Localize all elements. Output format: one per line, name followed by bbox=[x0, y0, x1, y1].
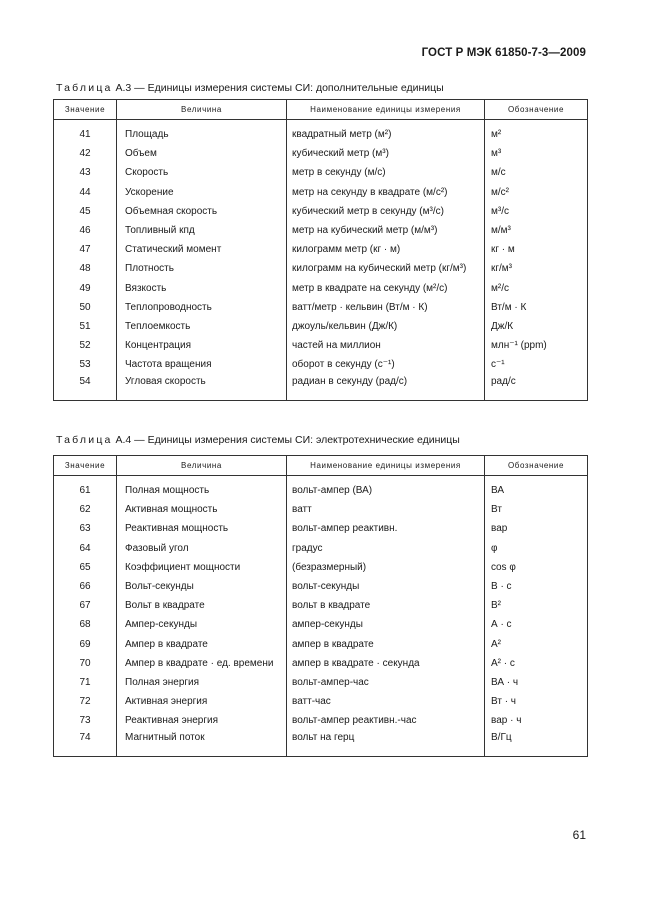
cell-quantity: Вольт в квадрате bbox=[117, 596, 287, 615]
cell-symbol: рад/с bbox=[485, 374, 588, 401]
cell-quantity: Ампер в квадрате · ед. времени bbox=[117, 654, 287, 673]
cell-value: 68 bbox=[54, 615, 117, 634]
column-header-unit-name: Наименование единицы измерения bbox=[287, 456, 485, 476]
cell-symbol: м² bbox=[485, 125, 588, 144]
cell-quantity: Реактивная энергия bbox=[117, 711, 287, 730]
table-row bbox=[54, 221, 588, 240]
cell-unit-name: кубический метр (м³) bbox=[287, 144, 485, 163]
table-row bbox=[54, 144, 588, 163]
cell-symbol: м/с² bbox=[485, 183, 588, 202]
cell-unit-name: ампер в квадрате bbox=[287, 635, 485, 654]
table-a3-caption-text: А.3 — Единицы измерения системы СИ: дополнительные единицы bbox=[115, 82, 444, 94]
table-row bbox=[54, 596, 588, 615]
cell-symbol: ВА bbox=[485, 481, 588, 500]
cell-value: 70 bbox=[54, 654, 117, 673]
cell-quantity: Магнитный поток bbox=[117, 730, 287, 757]
table-row bbox=[54, 374, 588, 401]
cell-unit-name: градус bbox=[287, 539, 485, 558]
table-row bbox=[54, 125, 588, 144]
column-header-symbol: Обозначение bbox=[485, 456, 588, 476]
cell-value: 43 bbox=[54, 163, 117, 182]
cell-unit-name: метр на секунду в квадрате (м/с²) bbox=[287, 183, 485, 202]
table-row bbox=[54, 500, 588, 519]
column-header-value: Значение bbox=[54, 100, 117, 120]
cell-unit-name: (безразмерный) bbox=[287, 558, 485, 577]
table-row bbox=[54, 481, 588, 500]
cell-symbol: м³ bbox=[485, 144, 588, 163]
cell-quantity: Ампер-секунды bbox=[117, 615, 287, 634]
cell-unit-name: вольт-секунды bbox=[287, 577, 485, 596]
cell-symbol: вар bbox=[485, 519, 588, 538]
cell-value: 53 bbox=[54, 355, 117, 374]
cell-unit-name: ампер в квадрате · секунда bbox=[287, 654, 485, 673]
cell-symbol: Вт · ч bbox=[485, 692, 588, 711]
cell-quantity: Вязкость bbox=[117, 279, 287, 298]
cell-unit-name: вольт-ампер реактивн.-час bbox=[287, 711, 485, 730]
cell-value: 71 bbox=[54, 673, 117, 692]
column-header-unit-name: Наименование единицы измерения bbox=[287, 100, 485, 120]
cell-unit-name: вольт-ампер реактивн. bbox=[287, 519, 485, 538]
table-row bbox=[54, 519, 588, 538]
table-a4-caption bbox=[56, 434, 460, 446]
cell-unit-name: метр на кубический метр (м/м³) bbox=[287, 221, 485, 240]
cell-symbol: В/Гц bbox=[485, 730, 588, 757]
cell-symbol: В² bbox=[485, 596, 588, 615]
cell-quantity: Активная мощность bbox=[117, 500, 287, 519]
cell-unit-name: джоуль/кельвин (Дж/К) bbox=[287, 317, 485, 336]
cell-symbol: φ bbox=[485, 539, 588, 558]
table-row bbox=[54, 317, 588, 336]
table-a3-caption bbox=[56, 82, 444, 94]
table-row bbox=[54, 615, 588, 634]
cell-symbol: В · с bbox=[485, 577, 588, 596]
cell-value: 65 bbox=[54, 558, 117, 577]
cell-value: 51 bbox=[54, 317, 117, 336]
cell-value: 72 bbox=[54, 692, 117, 711]
cell-unit-name: метр в секунду (м/с) bbox=[287, 163, 485, 182]
cell-symbol: вар · ч bbox=[485, 711, 588, 730]
column-header-value: Значение bbox=[54, 456, 117, 476]
cell-quantity: Фазовый угол bbox=[117, 539, 287, 558]
cell-symbol: кг/м³ bbox=[485, 259, 588, 278]
table-row bbox=[54, 336, 588, 355]
cell-value: 54 bbox=[54, 374, 117, 401]
cell-unit-name: килограмм метр (кг · м) bbox=[287, 240, 485, 259]
table-row bbox=[54, 259, 588, 278]
cell-quantity: Коэффициент мощности bbox=[117, 558, 287, 577]
cell-quantity: Объем bbox=[117, 144, 287, 163]
table-a3-caption-label: Таблица bbox=[56, 82, 113, 94]
cell-value: 42 bbox=[54, 144, 117, 163]
table-a4-header-row bbox=[54, 456, 588, 476]
table-row bbox=[54, 240, 588, 259]
cell-symbol: кг · м bbox=[485, 240, 588, 259]
table-row bbox=[54, 539, 588, 558]
cell-symbol: А · с bbox=[485, 615, 588, 634]
cell-value: 49 bbox=[54, 279, 117, 298]
cell-symbol: Дж/К bbox=[485, 317, 588, 336]
column-header-quantity: Величина bbox=[117, 456, 287, 476]
cell-quantity: Площадь bbox=[117, 125, 287, 144]
cell-value: 74 bbox=[54, 730, 117, 757]
cell-unit-name: ватт-час bbox=[287, 692, 485, 711]
cell-symbol: млн⁻¹ (ppm) bbox=[485, 336, 588, 355]
cell-quantity: Теплоемкость bbox=[117, 317, 287, 336]
cell-unit-name: оборот в секунду (с⁻¹) bbox=[287, 355, 485, 374]
cell-unit-name: частей на миллион bbox=[287, 336, 485, 355]
cell-value: 73 bbox=[54, 711, 117, 730]
cell-quantity: Объемная скорость bbox=[117, 202, 287, 221]
table-a4-caption-text: А.4 — Единицы измерения системы СИ: электротехнические единицы bbox=[115, 434, 460, 446]
cell-value: 45 bbox=[54, 202, 117, 221]
table-row bbox=[54, 673, 588, 692]
cell-quantity: Полная энергия bbox=[117, 673, 287, 692]
cell-quantity: Теплопроводность bbox=[117, 298, 287, 317]
cell-value: 64 bbox=[54, 539, 117, 558]
cell-value: 47 bbox=[54, 240, 117, 259]
page-number: 61 bbox=[572, 828, 586, 842]
cell-value: 69 bbox=[54, 635, 117, 654]
cell-value: 63 bbox=[54, 519, 117, 538]
table-row bbox=[54, 355, 588, 374]
table-row bbox=[54, 730, 588, 757]
table-a3 bbox=[53, 99, 588, 401]
column-header-quantity: Величина bbox=[117, 100, 287, 120]
cell-symbol: м/м³ bbox=[485, 221, 588, 240]
cell-quantity: Статический момент bbox=[117, 240, 287, 259]
cell-value: 41 bbox=[54, 125, 117, 144]
table-a4-caption-label: Таблица bbox=[56, 434, 113, 446]
document-header: ГОСТ Р МЭК 61850-7-3—2009 bbox=[421, 47, 586, 59]
cell-quantity: Активная энергия bbox=[117, 692, 287, 711]
table-row bbox=[54, 202, 588, 221]
cell-symbol: cos φ bbox=[485, 558, 588, 577]
cell-quantity: Ускорение bbox=[117, 183, 287, 202]
table-row bbox=[54, 577, 588, 596]
cell-unit-name: килограмм на кубический метр (кг/м³) bbox=[287, 259, 485, 278]
cell-unit-name: квадратный метр (м²) bbox=[287, 125, 485, 144]
cell-unit-name: ватт bbox=[287, 500, 485, 519]
cell-unit-name: кубический метр в секунду (м³/с) bbox=[287, 202, 485, 221]
cell-unit-name: вольт в квадрате bbox=[287, 596, 485, 615]
cell-quantity: Ампер в квадрате bbox=[117, 635, 287, 654]
cell-value: 44 bbox=[54, 183, 117, 202]
table-row bbox=[54, 635, 588, 654]
cell-quantity: Топливный кпд bbox=[117, 221, 287, 240]
cell-quantity: Вольт-секунды bbox=[117, 577, 287, 596]
cell-value: 62 bbox=[54, 500, 117, 519]
cell-quantity: Концентрация bbox=[117, 336, 287, 355]
cell-symbol: м²/с bbox=[485, 279, 588, 298]
table-row bbox=[54, 654, 588, 673]
cell-unit-name: ампер-секунды bbox=[287, 615, 485, 634]
cell-symbol: с⁻¹ bbox=[485, 355, 588, 374]
cell-value: 61 bbox=[54, 481, 117, 500]
cell-unit-name: вольт-ампер-час bbox=[287, 673, 485, 692]
cell-value: 46 bbox=[54, 221, 117, 240]
cell-quantity: Полная мощность bbox=[117, 481, 287, 500]
cell-symbol: Вт/м · К bbox=[485, 298, 588, 317]
cell-quantity: Угловая скорость bbox=[117, 374, 287, 401]
cell-unit-name: вольт на герц bbox=[287, 730, 485, 757]
cell-symbol: А² bbox=[485, 635, 588, 654]
table-a3-header-row bbox=[54, 100, 588, 120]
table-row bbox=[54, 163, 588, 182]
table-row bbox=[54, 711, 588, 730]
cell-quantity: Скорость bbox=[117, 163, 287, 182]
cell-value: 52 bbox=[54, 336, 117, 355]
cell-quantity: Реактивная мощность bbox=[117, 519, 287, 538]
cell-symbol: м/с bbox=[485, 163, 588, 182]
column-header-symbol: Обозначение bbox=[485, 100, 588, 120]
cell-symbol: м³/с bbox=[485, 202, 588, 221]
cell-unit-name: метр в квадрате на секунду (м²/с) bbox=[287, 279, 485, 298]
table-row bbox=[54, 692, 588, 711]
cell-value: 50 bbox=[54, 298, 117, 317]
cell-symbol: ВА · ч bbox=[485, 673, 588, 692]
table-a4 bbox=[53, 455, 588, 757]
cell-unit-name: ватт/метр · кельвин (Вт/м · К) bbox=[287, 298, 485, 317]
table-row bbox=[54, 558, 588, 577]
cell-value: 48 bbox=[54, 259, 117, 278]
table-row bbox=[54, 279, 588, 298]
cell-quantity: Частота вращения bbox=[117, 355, 287, 374]
cell-value: 67 bbox=[54, 596, 117, 615]
cell-symbol: А² · с bbox=[485, 654, 588, 673]
cell-quantity: Плотность bbox=[117, 259, 287, 278]
cell-value: 66 bbox=[54, 577, 117, 596]
table-row bbox=[54, 183, 588, 202]
cell-unit-name: вольт-ампер (ВА) bbox=[287, 481, 485, 500]
cell-symbol: Вт bbox=[485, 500, 588, 519]
table-row bbox=[54, 298, 588, 317]
cell-unit-name: радиан в секунду (рад/с) bbox=[287, 374, 485, 401]
